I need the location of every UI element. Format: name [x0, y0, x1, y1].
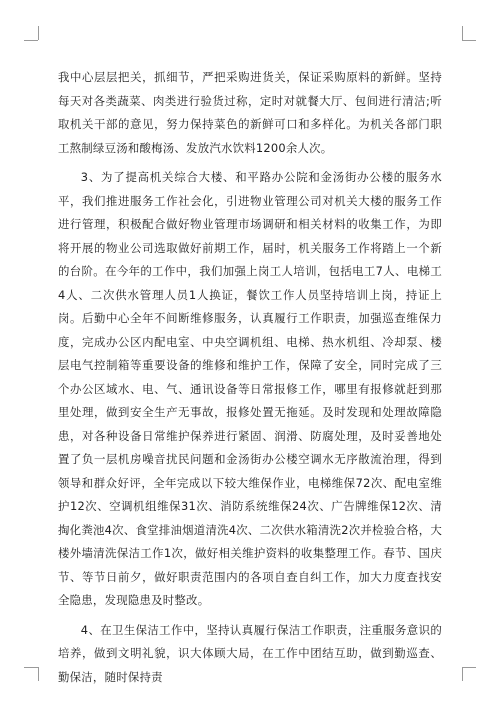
- crop-mark-top-right-h: [462, 40, 476, 41]
- crop-mark-top-left-h: [24, 40, 38, 41]
- crop-mark-bottom-left-h: [24, 667, 38, 668]
- document-body: [58, 66, 442, 695]
- crop-mark-top-right-v: [462, 26, 463, 40]
- crop-mark-bottom-right-h: [462, 667, 476, 668]
- crop-mark-bottom-left-v: [38, 667, 39, 681]
- crop-mark-top-left-v: [38, 26, 39, 40]
- paragraph-food-procurement: 我中心层层把关，抓细节，严把采购进货关，保证采购原料的新鲜。坚持每天对各类蔬菜、肉类进行验货过称，定时对就餐大厅、包间进行清洁;听取机关干部的意见，努力保持菜色的新鲜可口和多样化。为机关各部门职工熬制绿豆汤和酸梅汤、发放汽水饮料1200余人次。: [58, 70, 442, 155]
- crop-mark-bottom-right-v: [462, 667, 463, 681]
- paragraph-cleaning-work: 4、在卫生保洁工作中，坚持认真履行保洁工作职责，注重服务意识的培养，做到文明礼貌，识大体顾大局，在工作中团结互助，做到勤巡查、勤保洁，随时保持责: [58, 622, 442, 684]
- paragraph-property-management: 3、为了提高机关综合大楼、和平路办公院和金汤街办公楼的服务水平，我们推进服务工作社会化，引进物业管理公司对机关大楼的服务工作进行管理，积极配合做好物业管理市场调研和相关材料的收集工作，为即将开展的物业公司选取做好前期工作，届时，机关服务工作将踏上一个新的台阶。在今年的工作中，我们加强上岗工人培训，包括电工7人、电梯工4人、二次供水管理人员1人换证，餐饮工作人员坚持培训上岗，持证上岗。后勤中心全年不间断维修服务，认真履行工作职责，加强巡查维保力度，完成办公区内配电室、中央空调机组、电梯、热水机组、冷却泵、楼层电气控制箱等重要设备的维修和维护工作，保障了安全，同时完成了三个办公区域水、电、气、通讯设备等日常报修工作，哪里有报修就赶到那里处理，做到安全生产无事故，报修处置无拖延。及时发现和处理故障隐患，对各种设备日常维护保养进行紧固、润滑、防腐处理，及时妥善地处置了负一层机房噪音扰民问题和金汤街办公楼空调水无序散流治理，得到领导和群众好评，全年完成以下较大维保作业，电梯维保72次、配电室维护12次、空调机组维保31次、消防系统维保24次、广告牌维保12次、清掏化粪池4次、食堂排油烟道清洗4次、二次供水箱清洗2次并检验合格，大楼外墙清洗保洁工作1次，做好相关维护资料的收集整理工作。春节、国庆节、等节日前夕，做好职责范围内的各项自查自纠工作，加大力度查找安全隐患，发现隐患及时整改。: [58, 170, 442, 607]
